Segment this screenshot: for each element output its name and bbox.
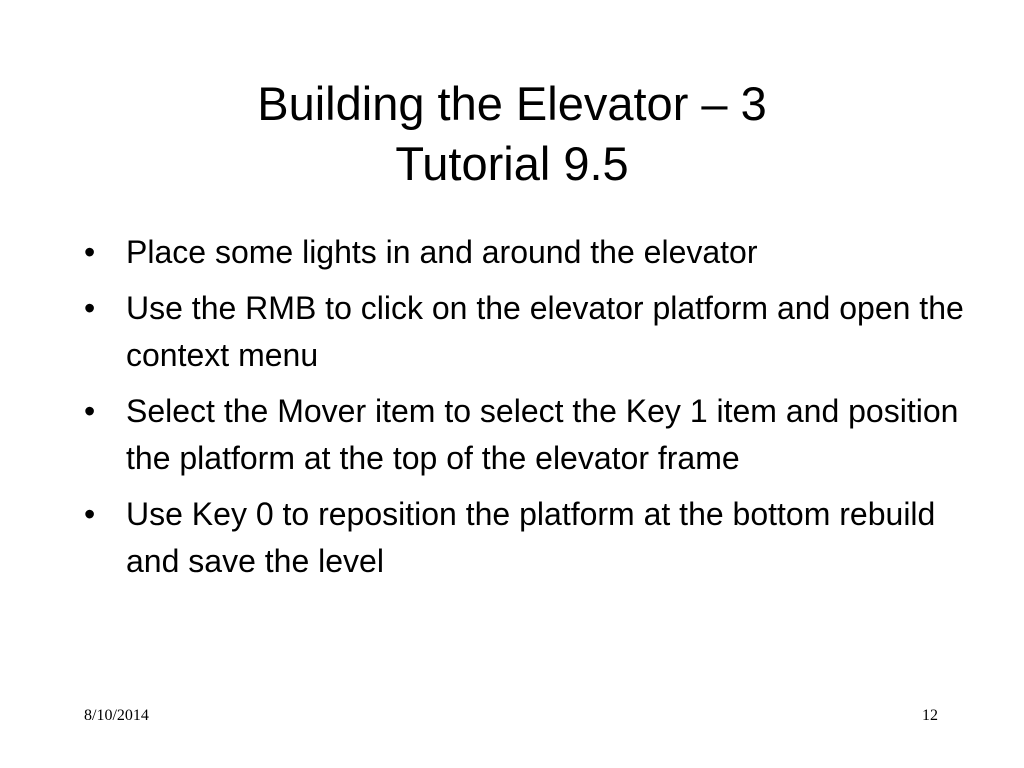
bullet-item xyxy=(84,285,964,379)
bullet-item xyxy=(84,229,964,276)
slide-title-line-2: Tutorial 9.5 xyxy=(395,137,629,190)
slide-title-line-1: Building the Elevator – 3 xyxy=(257,77,767,130)
bullet-icon: • xyxy=(84,393,96,429)
bullet-text: Select the Mover item to select the Key 1 item and position the platform at the top of the elevator frame xyxy=(126,393,959,476)
bullet-icon: • xyxy=(84,496,96,532)
bullet-item xyxy=(84,491,964,585)
bullet-icon: • xyxy=(84,290,96,326)
bullet-list xyxy=(84,229,964,594)
slide-title xyxy=(0,74,1024,194)
bullet-icon: • xyxy=(84,234,96,270)
bullet-text: Use Key 0 to reposition the platform at the bottom rebuild and save the level xyxy=(126,496,936,579)
footer-date: 8/10/2014 xyxy=(84,707,149,724)
bullet-text: Use the RMB to click on the elevator platform and open the context menu xyxy=(126,290,964,373)
bullet-text: Place some lights in and around the elevator xyxy=(126,234,758,270)
footer-page-number: 12 xyxy=(922,707,938,724)
bullet-item xyxy=(84,388,964,482)
